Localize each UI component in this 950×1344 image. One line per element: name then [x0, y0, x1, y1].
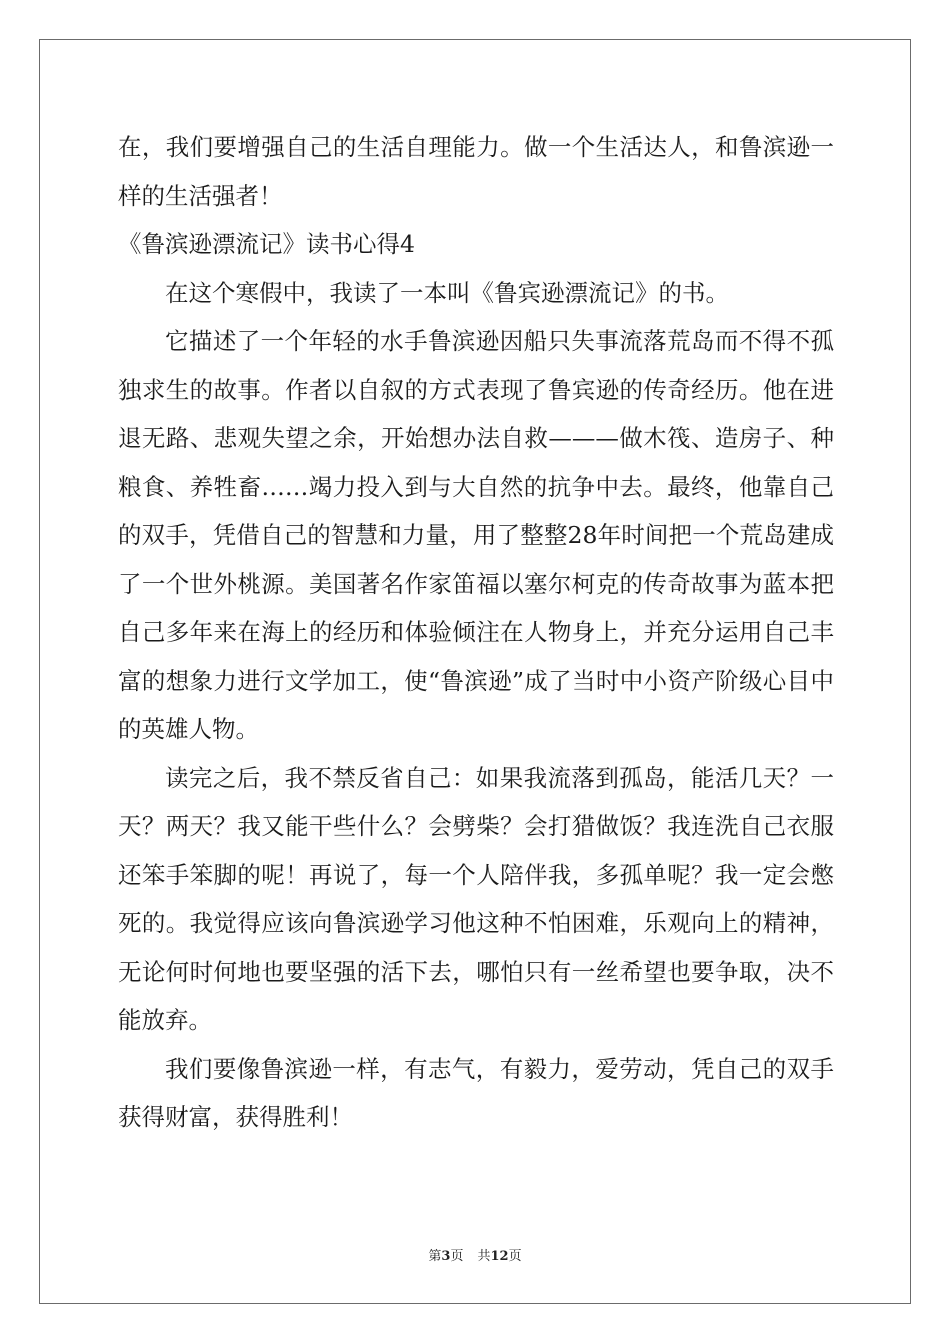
paragraph-summary: 它描述了一个年轻的水手鲁滨逊因船只失事流落荒岛而不得不孤独求生的故事。作者以自叙的方式表现了鲁宾逊的传奇经历。他在进退无路、悲观失望之余，开始想办法自救———做木筏、造房子、种粮食、养牲畜……竭力投入到与大自然的抗争中去。最终，他靠自己的双手，凭借自己的智慧和力量，用了整整28年时间把一个荒岛建成了一个世外桃源。美国著名作家笛福以塞尔柯克的传奇故事为蓝本把自己多年来在海上的经历和体验倾注在人物身上，并充分运用自己丰富的想象力进行文学加工，使“鲁滨逊”成了当时中小资产阶级心目中的英雄人物。 — [118, 327, 834, 743]
page-current: 3 — [441, 1249, 451, 1264]
page-total: 12 — [490, 1249, 509, 1264]
page-suffix: 页 — [450, 1249, 464, 1264]
section-heading: 《鲁滨逊漂流记》读书心得4 — [118, 230, 415, 258]
page-footer — [0, 1245, 950, 1264]
paragraph-reflection: 读完之后，我不禁反省自己：如果我流落到孤岛，能活几天？一天？两天？我又能干些什么？会劈柴？会打猎做饭？我连洗自己衣服还笨手笨脚的呢！再说了，每一个人陪伴我，多孤单呢？我一定会憋死的。我觉得应该向鲁滨逊学习他这种不怕困难，乐观向上的精神，无论何时何地也要坚强的活下去，哪怕只有一丝希望也要争取，决不能放弃。 — [118, 763, 834, 1034]
paragraph-conclusion: 我们要像鲁滨逊一样，有志气，有毅力，爱劳动，凭自己的双手获得财富，获得胜利！ — [118, 1054, 834, 1131]
document-body — [118, 123, 834, 1142]
paragraph-intro: 在这个寒假中，我读了一本叫《鲁宾逊漂流记》的书。 — [165, 278, 729, 307]
page-prefix: 第 — [428, 1249, 442, 1264]
total-suffix: 页 — [508, 1249, 522, 1264]
total-prefix: 共 — [477, 1249, 491, 1264]
paragraph-continuation: 在，我们要增强自己的生活自理能力。做一个生活达人，和鲁滨逊一样的生活强者！ — [118, 133, 834, 210]
